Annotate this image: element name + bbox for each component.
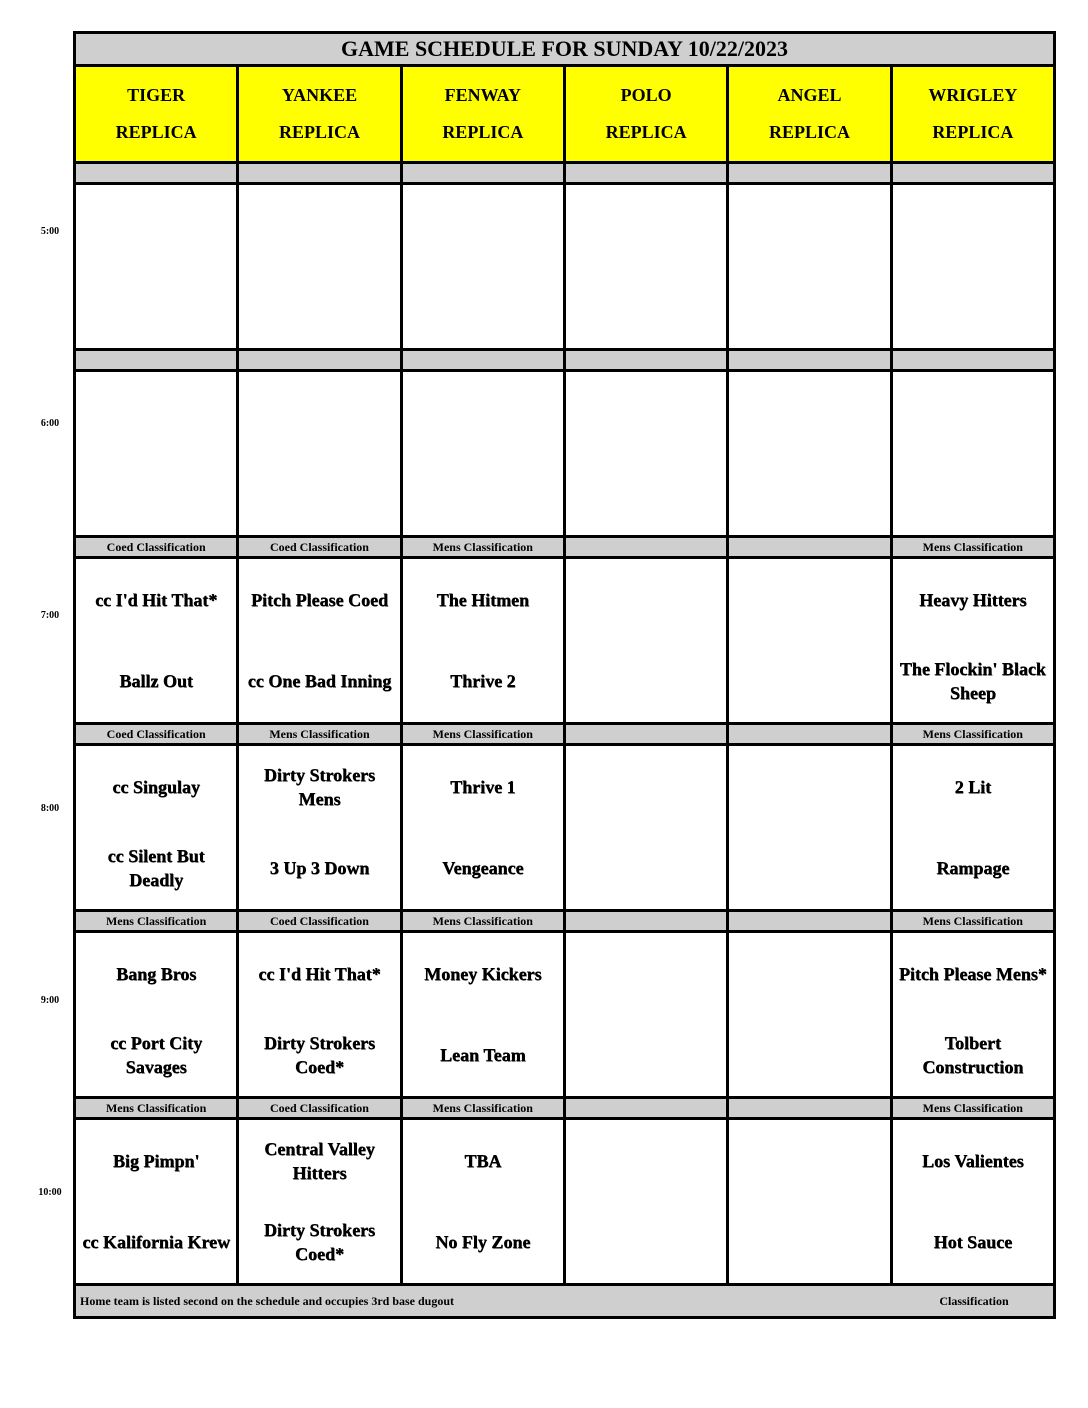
home-team [239, 267, 399, 348]
home-team: cc Kalifornia Krew [82, 1232, 230, 1252]
footer [75, 1285, 1055, 1318]
home-team [76, 267, 236, 348]
away-team: Los Valientes [922, 1151, 1024, 1171]
field-header-1 [238, 66, 401, 163]
game-cell [728, 1119, 891, 1285]
away-team: cc I'd Hit That* [258, 964, 381, 984]
home-team: Dirty Strokers Coed* [263, 1220, 376, 1264]
home-team [729, 641, 889, 722]
field-subtitle: REPLICA [442, 122, 524, 142]
field-subtitle: REPLICA [768, 122, 850, 142]
field-subtitle: REPLICA [932, 122, 1014, 142]
home-team: Rampage [936, 858, 1010, 878]
classification-row [75, 350, 1055, 371]
classification-label: Coed Classification [238, 537, 401, 558]
game-row [75, 1119, 1055, 1285]
away-team [566, 934, 726, 1015]
game-cell [891, 558, 1054, 724]
game-cell [564, 745, 727, 911]
classification-label: Mens Classification [891, 911, 1054, 932]
away-team [729, 373, 889, 454]
away-team [76, 373, 236, 454]
schedule-table [73, 31, 1056, 1319]
field-subtitle: REPLICA [278, 122, 360, 142]
game-cell [728, 745, 891, 911]
field-subtitle: REPLICA [605, 122, 687, 142]
game-cell [238, 932, 401, 1098]
field-header-row [75, 66, 1055, 163]
home-team: cc One Bad Inning [247, 671, 392, 691]
classification-label [728, 537, 891, 558]
classification-label [75, 163, 238, 184]
classification-label [728, 350, 891, 371]
game-row [75, 932, 1055, 1098]
game-cell [238, 745, 401, 911]
home-team: Dirty Strokers Coed* [263, 1033, 376, 1077]
away-team [729, 934, 889, 1015]
game-cell [401, 745, 564, 911]
field-name: WRIGLEY [928, 85, 1018, 105]
footer-classification: Classification [939, 1293, 1009, 1308]
game-row [75, 371, 1055, 537]
classification-row [75, 163, 1055, 184]
classification-label [891, 350, 1054, 371]
home-team: cc Silent But Deadly [107, 846, 205, 890]
home-team: 3 Up 3 Down [269, 858, 370, 878]
away-team: TBA [464, 1151, 502, 1171]
field-header-2 [401, 66, 564, 163]
away-team [729, 560, 889, 641]
game-cell [728, 558, 891, 724]
field-name: POLO [620, 85, 672, 105]
home-team [729, 267, 889, 348]
away-team: Money Kickers [424, 964, 542, 984]
time-label-6: 6:00 [40, 418, 60, 429]
home-team: Hot Sauce [933, 1232, 1013, 1252]
field-header-5 [891, 66, 1054, 163]
home-team [76, 454, 236, 535]
away-team [729, 1121, 889, 1202]
home-team: Tolbert Construction [922, 1033, 1024, 1077]
game-row [75, 745, 1055, 911]
home-team: Vengeance [442, 858, 524, 878]
away-team: 2 Lit [954, 777, 992, 797]
field-subtitle: REPLICA [115, 122, 197, 142]
home-team [729, 1202, 889, 1283]
game-cell [401, 1119, 564, 1285]
classification-label: Mens Classification [75, 911, 238, 932]
game-cell [564, 371, 727, 537]
home-team: Lean Team [440, 1045, 526, 1065]
game-cell [891, 932, 1054, 1098]
field-name: FENWAY [444, 85, 521, 105]
classification-label: Mens Classification [891, 1098, 1054, 1119]
game-cell [401, 558, 564, 724]
away-team [239, 186, 399, 267]
classification-label [75, 350, 238, 371]
classification-label [238, 350, 401, 371]
classification-label [891, 163, 1054, 184]
schedule-title: GAME SCHEDULE FOR SUNDAY 10/22/2023 [75, 33, 1055, 66]
classification-label [728, 724, 891, 745]
classification-label [564, 163, 727, 184]
game-cell [75, 1119, 238, 1285]
classification-row [75, 537, 1055, 558]
time-label-5: 5:00 [40, 226, 60, 237]
away-team [566, 1121, 726, 1202]
time-label-7: 7:00 [40, 610, 60, 621]
game-cell [75, 371, 238, 537]
home-team [893, 454, 1053, 535]
classification-label [401, 350, 564, 371]
away-team: Pitch Please Coed [251, 590, 388, 610]
game-cell [238, 1119, 401, 1285]
classification-label [564, 1098, 727, 1119]
classification-row [75, 911, 1055, 932]
classification-label [564, 724, 727, 745]
classification-label: Mens Classification [401, 1098, 564, 1119]
away-team [729, 747, 889, 828]
home-team [893, 267, 1053, 348]
game-cell [728, 932, 891, 1098]
home-team [729, 454, 889, 535]
away-team [566, 373, 726, 454]
away-team [893, 373, 1053, 454]
game-cell [75, 184, 238, 350]
away-team: Big Pimpn' [112, 1151, 200, 1171]
game-cell [238, 558, 401, 724]
home-team [566, 828, 726, 909]
home-team [566, 641, 726, 722]
away-team [239, 373, 399, 454]
game-row [75, 558, 1055, 724]
time-label-9: 9:00 [40, 995, 60, 1006]
game-cell [564, 1119, 727, 1285]
classification-label: Mens Classification [401, 537, 564, 558]
field-header-3 [564, 66, 727, 163]
home-team [729, 828, 889, 909]
classification-label [564, 350, 727, 371]
home-team: cc Port City Savages [110, 1033, 203, 1077]
away-team: Bang Bros [116, 964, 197, 984]
home-team [403, 267, 563, 348]
classification-row [75, 1098, 1055, 1119]
game-cell [401, 371, 564, 537]
away-team: cc Singulay [112, 777, 200, 797]
game-cell [728, 371, 891, 537]
classification-label [728, 911, 891, 932]
home-team [566, 1202, 726, 1283]
game-cell [891, 184, 1054, 350]
game-cell [564, 932, 727, 1098]
classification-label: Coed Classification [75, 537, 238, 558]
classification-label [401, 163, 564, 184]
game-cell [728, 184, 891, 350]
time-label-8: 8:00 [40, 803, 60, 814]
classification-label: Mens Classification [401, 724, 564, 745]
game-cell [238, 184, 401, 350]
home-team: Ballz Out [119, 671, 193, 691]
away-team: Thrive 1 [450, 777, 516, 797]
game-cell [75, 558, 238, 724]
classification-label [728, 1098, 891, 1119]
classification-label: Coed Classification [238, 911, 401, 932]
away-team [566, 560, 726, 641]
classification-label [728, 163, 891, 184]
game-cell [75, 745, 238, 911]
classification-label [238, 163, 401, 184]
field-header-4 [728, 66, 891, 163]
game-cell [401, 932, 564, 1098]
game-cell [75, 932, 238, 1098]
field-name: TIGER [127, 85, 186, 105]
away-team: Central Valley Hitters [264, 1139, 375, 1183]
field-name: YANKEE [281, 85, 358, 105]
schedule-body [75, 163, 1055, 1285]
classification-label: Mens Classification [891, 724, 1054, 745]
footer-note: Home team is listed second on the schedule and occupies 3rd base dugout [80, 1293, 455, 1308]
game-cell [891, 745, 1054, 911]
classification-label: Mens Classification [238, 724, 401, 745]
classification-label [564, 911, 727, 932]
away-team [76, 186, 236, 267]
home-team [566, 267, 726, 348]
classification-label: Mens Classification [401, 911, 564, 932]
away-team [729, 186, 889, 267]
away-team: Dirty Strokers Mens [263, 765, 376, 809]
time-label-10: 10:00 [38, 1187, 62, 1198]
home-team: No Fly Zone [435, 1232, 531, 1252]
game-cell [564, 184, 727, 350]
home-team [729, 1015, 889, 1096]
classification-label: Coed Classification [75, 724, 238, 745]
away-team: The Hitmen [436, 590, 530, 610]
field-header-0 [75, 66, 238, 163]
away-team: Pitch Please Mens* [898, 964, 1047, 984]
away-team: Heavy Hitters [919, 590, 1027, 610]
game-cell [238, 371, 401, 537]
classification-label: Coed Classification [238, 1098, 401, 1119]
home-team: Thrive 2 [450, 671, 516, 691]
home-team [566, 454, 726, 535]
away-team [566, 747, 726, 828]
game-cell [891, 1119, 1054, 1285]
classification-label: Mens Classification [891, 537, 1054, 558]
game-cell [564, 558, 727, 724]
game-cell [401, 184, 564, 350]
home-team [239, 454, 399, 535]
classification-row [75, 724, 1055, 745]
away-team [403, 373, 563, 454]
field-name: ANGEL [777, 85, 842, 105]
game-cell [891, 371, 1054, 537]
home-team [403, 454, 563, 535]
away-team [566, 186, 726, 267]
home-team [566, 1015, 726, 1096]
classification-label [564, 537, 727, 558]
away-team [893, 186, 1053, 267]
away-team: cc I'd Hit That* [95, 590, 218, 610]
classification-label: Mens Classification [75, 1098, 238, 1119]
home-team: The Flockin' Black Sheep [899, 659, 1046, 703]
away-team [403, 186, 563, 267]
game-row [75, 184, 1055, 350]
